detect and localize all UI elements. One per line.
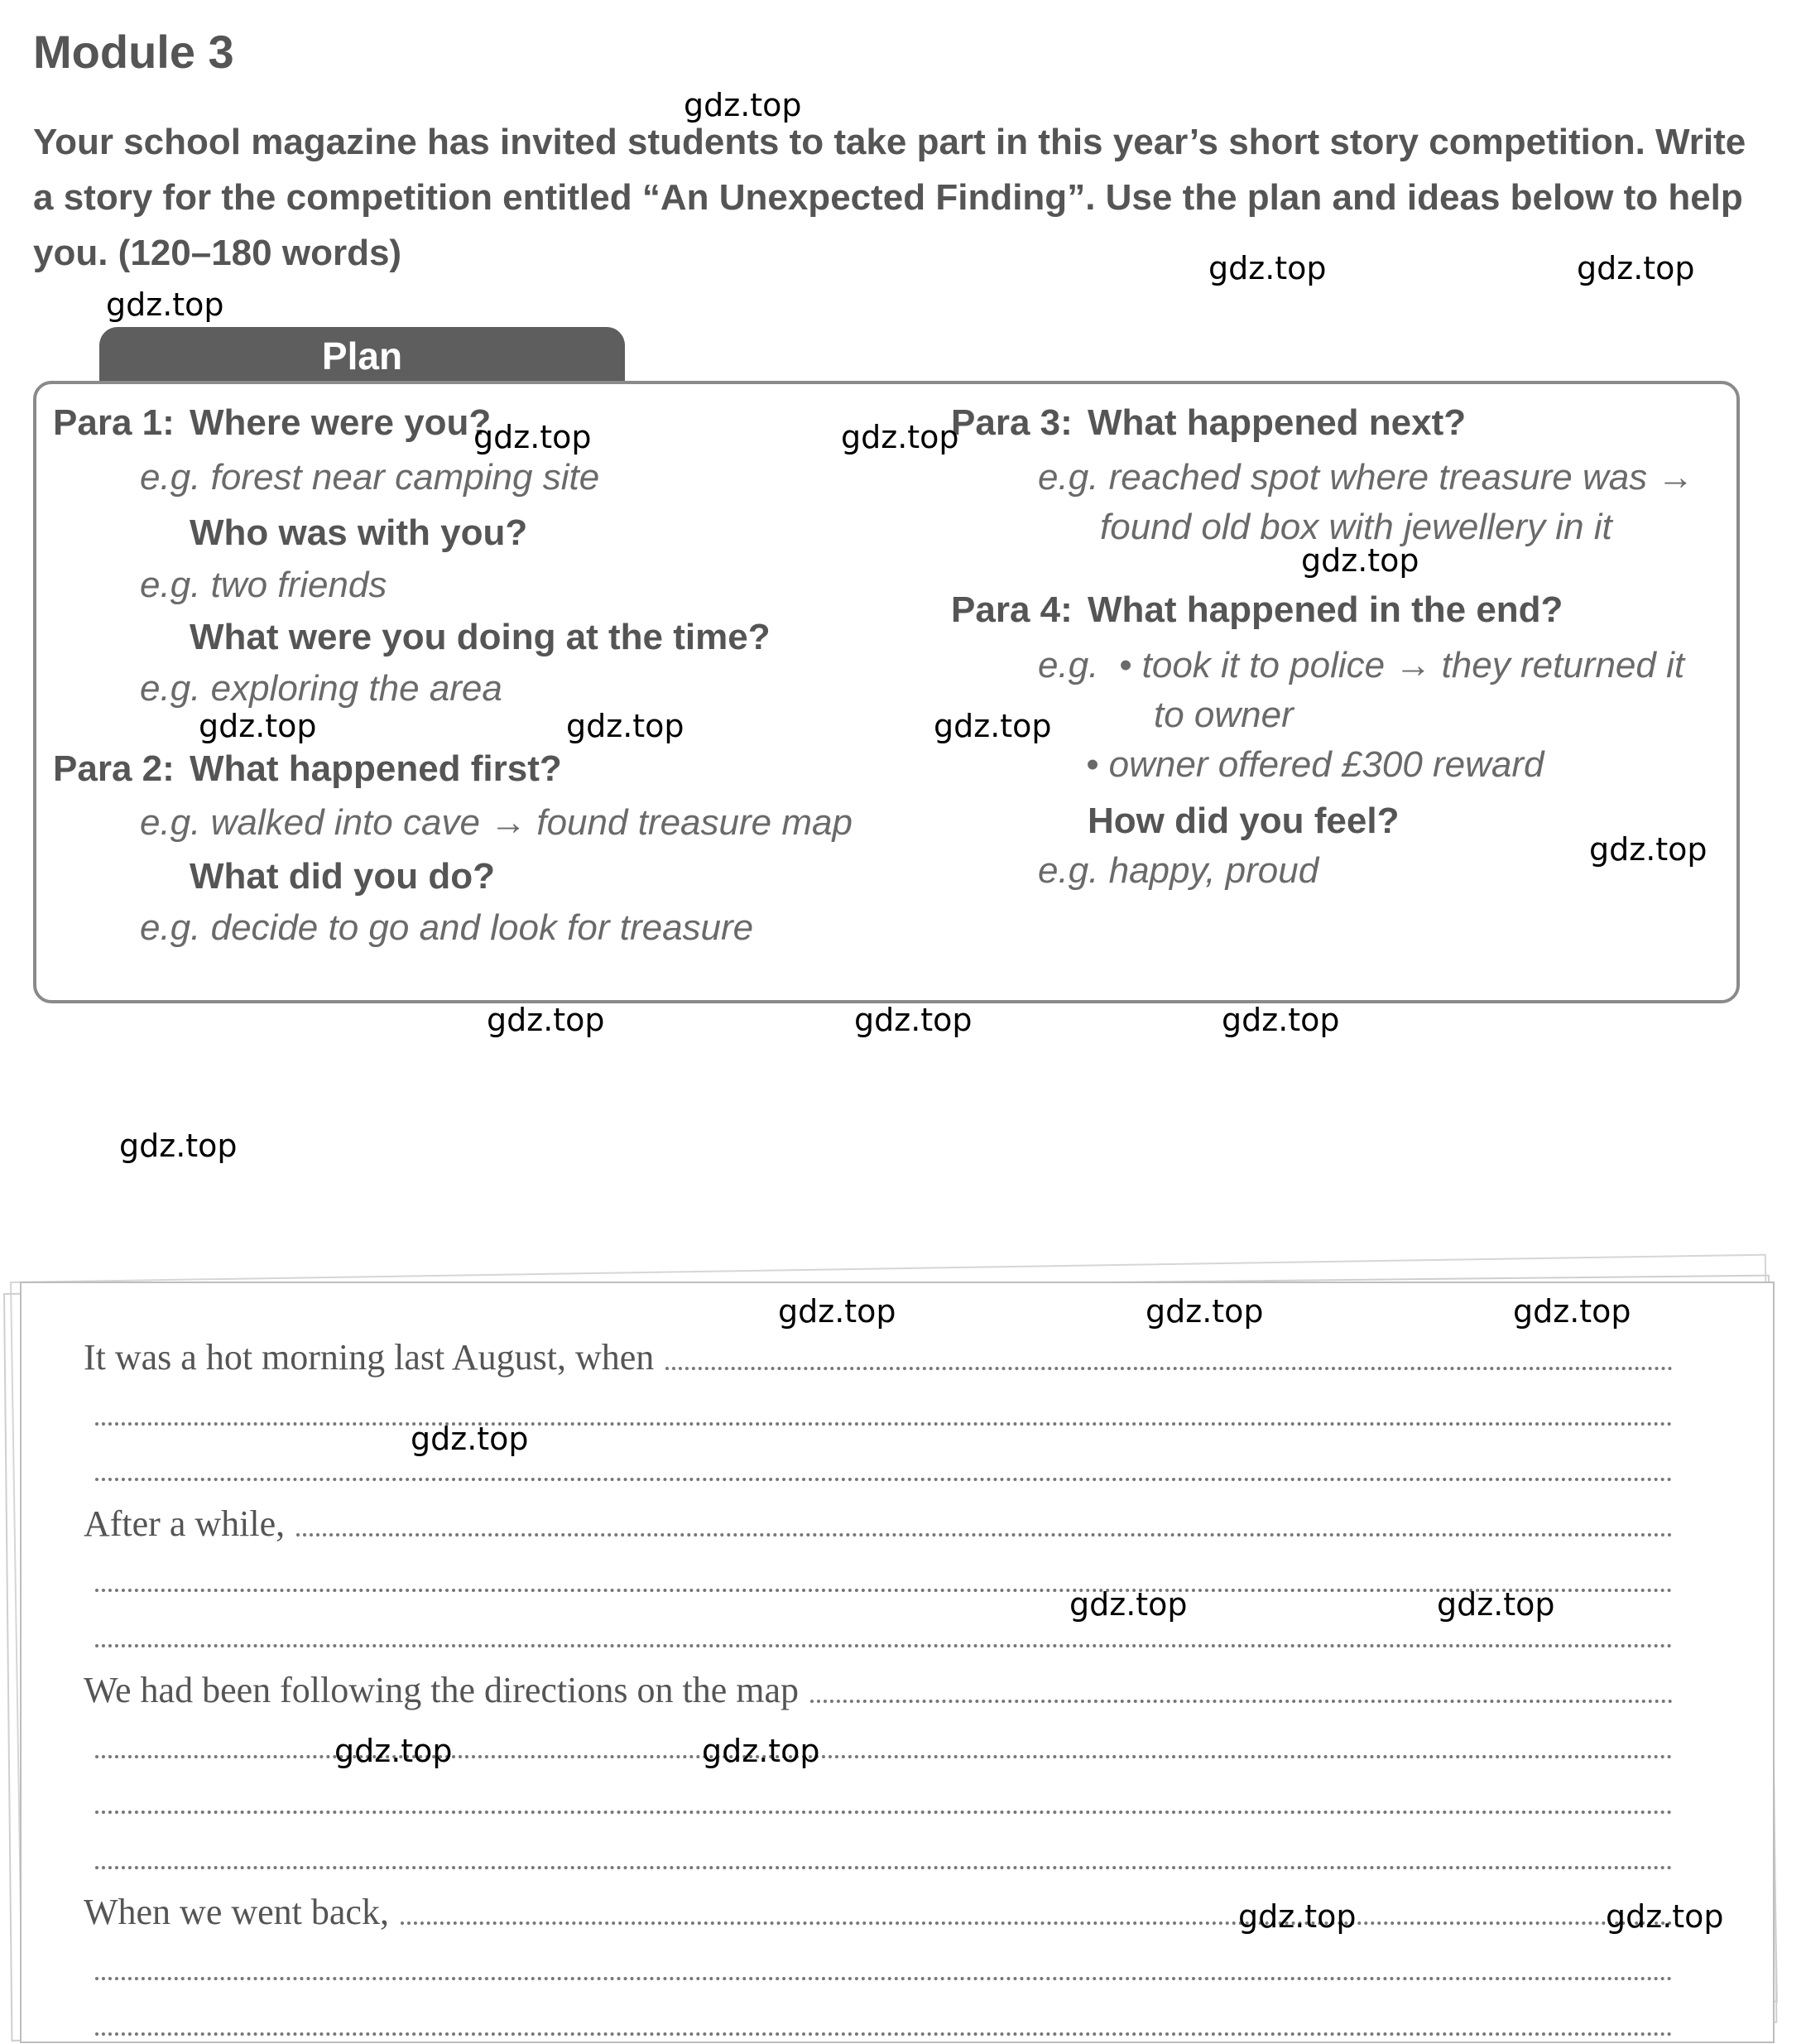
writing-line[interactable]	[84, 1662, 1673, 1711]
watermark: gdz.top	[119, 1128, 238, 1164]
watermark: gdz.top	[1606, 1898, 1724, 1935]
watermark: gdz.top	[411, 1421, 529, 1457]
para3-example-line1: e.g. reached spot where treasure was →	[1038, 457, 1694, 498]
writing-line[interactable]	[84, 1772, 1673, 1822]
line-prompt: After a while,	[84, 1503, 286, 1544]
para4-question-end: What happened in the end?	[1088, 589, 1563, 630]
watermark: gdz.top	[854, 1002, 973, 1038]
para2-example-first: e.g. walked into cave → found treasure map	[140, 802, 853, 843]
para1-example-doing: e.g. exploring the area	[140, 668, 502, 709]
writing-line[interactable]	[84, 1939, 1673, 1989]
para2-question-first: What happened first?	[190, 748, 562, 789]
watermark: gdz.top	[1069, 1586, 1188, 1623]
watermark: gdz.top	[1577, 250, 1695, 286]
line-prompt: When we went back,	[84, 1892, 389, 1932]
para4-example-feel: e.g. happy, proud	[1038, 850, 1319, 891]
line-prompt: We had been following the directions on the map	[84, 1670, 799, 1710]
para4-question-feel: How did you feel?	[1088, 801, 1400, 841]
para1-example-where: e.g. forest near camping site	[140, 457, 600, 498]
para4-bullet-police: • took it to police → they returned it	[1119, 645, 1685, 685]
para4-bullet-police-cont: to owner	[1154, 695, 1294, 735]
watermark: gdz.top	[1589, 831, 1708, 868]
module-title: Module 3	[33, 26, 234, 78]
writing-line[interactable]	[84, 1883, 1673, 1933]
writing-line[interactable]	[84, 1994, 1673, 2044]
para3-question-next: What happened next?	[1088, 402, 1467, 443]
para3-label: Para 3:	[951, 402, 1073, 443]
instruction-line: a story for the competition entitled “An Unexpected Finding”. Use the plan and ideas below to help	[33, 177, 1743, 218]
watermark: gdz.top	[106, 286, 224, 323]
plan-box	[33, 381, 1740, 1003]
para2-example-do: e.g. decide to go and look for treasure	[140, 907, 754, 948]
writing-line[interactable]	[84, 1828, 1673, 1878]
writing-sheet	[20, 1282, 1775, 2043]
watermark: gdz.top	[934, 708, 1052, 744]
para1-question-where: Where were you?	[190, 402, 492, 443]
watermark: gdz.top	[1437, 1586, 1555, 1623]
watermark: gdz.top	[1208, 250, 1327, 286]
watermark: gdz.top	[473, 419, 592, 455]
watermark: gdz.top	[334, 1733, 453, 1769]
watermark: gdz.top	[1513, 1293, 1631, 1330]
watermark: gdz.top	[684, 87, 802, 123]
watermark: gdz.top	[1146, 1293, 1264, 1330]
writing-line[interactable]	[84, 1717, 1673, 1767]
line-prompt: It was a hot morning last August, when	[84, 1337, 655, 1378]
writing-line[interactable]	[84, 1329, 1673, 1378]
watermark: gdz.top	[566, 708, 684, 744]
para4-label: Para 4:	[951, 589, 1073, 630]
para1-question-doing: What were you doing at the time?	[190, 617, 771, 657]
instruction-line: Your school magazine has invited students to take part in this year’s short story competition. Write	[33, 122, 1746, 162]
instruction-line: you. (120–180 words)	[33, 233, 402, 273]
watermark: gdz.top	[1301, 542, 1419, 579]
task-instructions	[33, 114, 1746, 281]
watermark: gdz.top	[1222, 1002, 1340, 1038]
writing-line[interactable]	[84, 1440, 1673, 1489]
watermark: gdz.top	[778, 1293, 896, 1330]
watermark: gdz.top	[199, 708, 317, 744]
para3-example-line2: found old box with jewellery in it	[1100, 507, 1612, 547]
writing-line[interactable]	[84, 1384, 1673, 1434]
writing-line[interactable]	[84, 1551, 1673, 1600]
para2-label: Para 2:	[53, 748, 175, 789]
para1-question-who: Who was with you?	[190, 512, 528, 553]
writing-line[interactable]	[84, 1495, 1673, 1545]
writing-line[interactable]	[84, 1606, 1673, 1656]
watermark: gdz.top	[841, 419, 959, 455]
watermark: gdz.top	[702, 1733, 820, 1769]
watermark: gdz.top	[487, 1002, 605, 1038]
para2-question-do: What did you do?	[190, 856, 496, 897]
para1-example-who: e.g. two friends	[140, 565, 387, 605]
watermark: gdz.top	[1238, 1898, 1357, 1935]
para4-bullet-reward: • owner offered £300 reward	[1086, 744, 1544, 785]
plan-tab: Plan	[99, 327, 625, 383]
para1-label: Para 1:	[53, 402, 175, 443]
para4-eg-prefix: e.g.	[1038, 645, 1099, 685]
